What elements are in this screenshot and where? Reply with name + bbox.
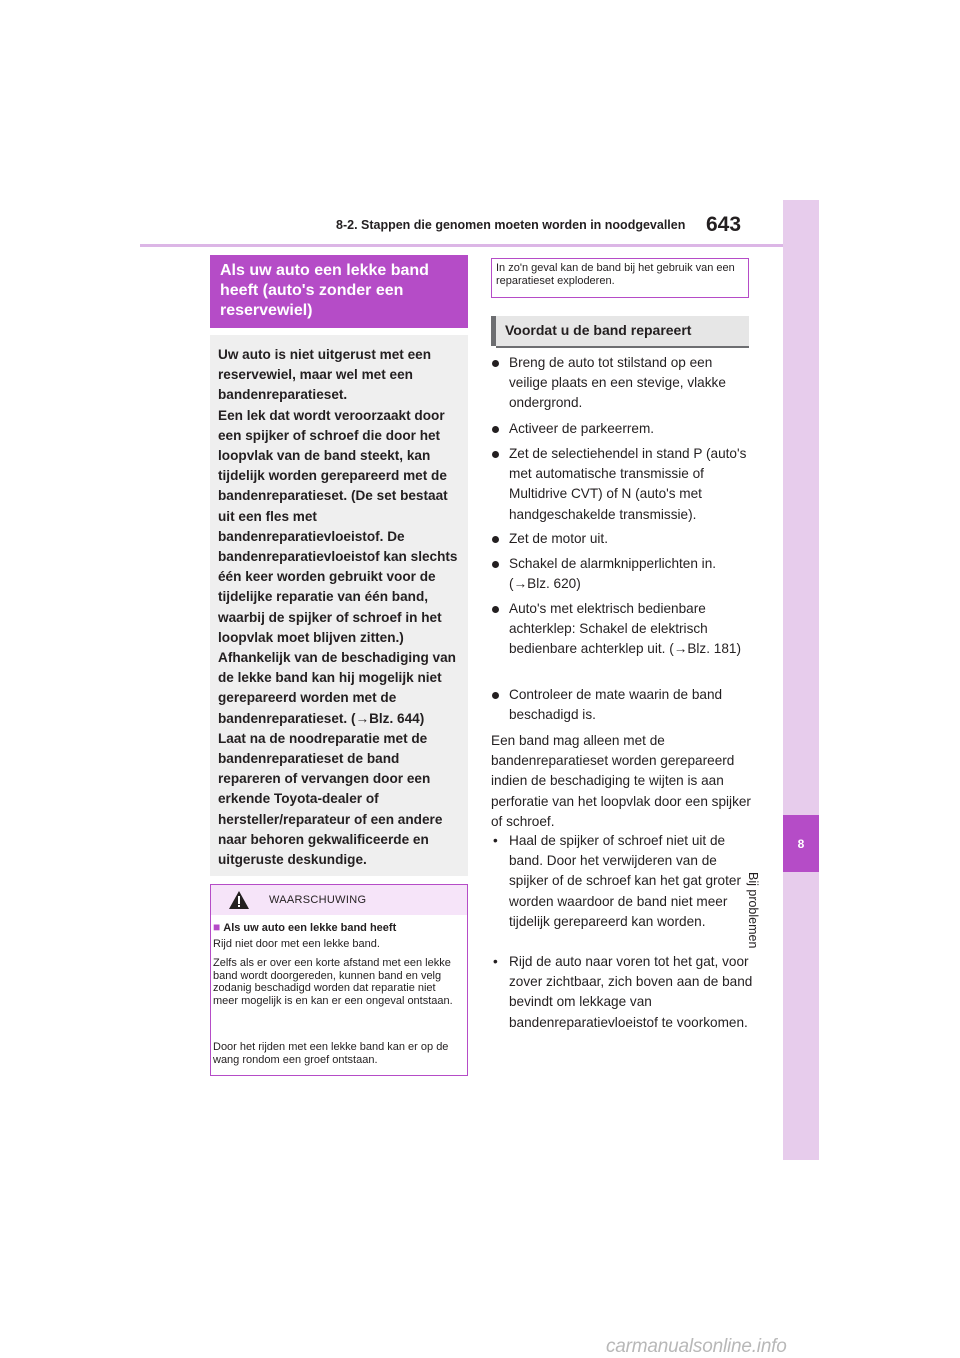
warning-title: WAARSCHUWING xyxy=(269,894,367,906)
chapter-title: Bij problemen xyxy=(746,872,760,949)
section-title-box xyxy=(210,255,468,328)
sub-list-item xyxy=(491,831,753,932)
list-item xyxy=(491,529,753,549)
bullet-icon xyxy=(492,360,499,367)
warning-paragraph: Zelfs als er over een korte afstand met een lekke band wordt doorgereden, kunnen band en velg zodanig beschadigd worden dat reparatie niet meer mogelijk is en kan er een ongeval ontstaan. xyxy=(213,957,453,1007)
caution-box xyxy=(491,258,749,298)
intro-text: Uw auto is niet uitgerust met een reservewiel, maar wel met een bandenreparatieset. Een lek dat wordt veroorzaakt door een spijker of schroef die door het loopvlak van de band steekt, kan tijdelijk worden gerepareerd met de bandenreparatieset. (De set bestaat uit een fles met bandenreparatievloeistof. De bandenreparatievloeistof kan slechts één keer worden gebruikt voor de tijdelijke reparatie van één band, waarbij de spijker of schroef in het loopvlak moet blijven zitten.) Afhankelijk van de beschadiging van de lekke band kan hij mogelijk niet gerepareerd worden met de bandenreparatieset. (→Blz. 644) Laat na de noodreparatie met de bandenreparatieset de band repareren of vervangen door een erkende Toyota-dealer of hersteller/reparateur of een andere naar behoren gekwalificeerde en uitgeruste deskundige. xyxy=(218,347,458,868)
header-rule xyxy=(140,244,783,247)
list-item xyxy=(491,353,753,414)
sub-list-item-text: Rijd de auto naar voren tot het gat, voor zover zichtbaar, zich boven aan de band bevindt om lekkage van bandenreparatievloeistof te voorkomen. xyxy=(509,954,753,1030)
chapter-title-tab[interactable] xyxy=(746,872,819,982)
warning-header xyxy=(211,885,467,915)
warning-paragraph: Door het rijden met een lekke band kan er op de wang rondom een groef ontstaan. xyxy=(213,1041,449,1066)
bullet-icon xyxy=(492,451,499,458)
list-item-text: Breng de auto tot stilstand op een veilige plaats en een stevige, vlakke ondergrond. xyxy=(509,355,726,411)
warning-box xyxy=(210,884,468,1076)
sub-list-item xyxy=(491,952,753,1033)
list-item xyxy=(491,685,753,725)
chapter-side-strip xyxy=(783,200,819,1160)
bullet-icon xyxy=(492,692,499,699)
section-header: 8-2. Stappen die genomen moeten worden in noodgevallen xyxy=(336,218,686,232)
list-item xyxy=(491,599,753,660)
watermark: carmanualsonline.info xyxy=(606,1336,787,1357)
warning-heading xyxy=(213,920,396,934)
warning-triangle-icon xyxy=(228,890,250,910)
list-item xyxy=(491,419,753,439)
bullet-icon xyxy=(492,606,499,613)
list-item xyxy=(491,554,753,594)
list-item-text: Controleer de mate waarin de band beschadigd is. xyxy=(509,687,723,723)
list-item-text: Zet de motor uit. xyxy=(509,531,608,546)
subheader-rule xyxy=(496,346,749,348)
subheader xyxy=(491,316,749,346)
sub-list-item-text: Haal de spijker of schroef niet uit de band. Door het verwijderen van de spijker of de schroef kan het gat groter worden waardoor de band niet meer tijdelijk gerepareerd kan worden. xyxy=(509,833,741,929)
dot-bullet-icon: • xyxy=(493,833,498,848)
body-paragraph: Een band mag alleen met de bandenreparatieset worden gerepareerd indien de beschadiging te wijten is aan perforatie van het loopvlak door een spijker of schroef. xyxy=(491,733,751,829)
list-item xyxy=(491,444,753,525)
section-title: Als uw auto een lekke band heeft (auto's zonder een reservewiel) xyxy=(220,262,429,319)
dot-bullet-icon: • xyxy=(493,954,498,969)
bullet-icon xyxy=(492,561,499,568)
bullet-icon xyxy=(492,536,499,543)
bullet-icon xyxy=(492,426,499,433)
warning-heading-text: Als uw auto een lekke band heeft xyxy=(223,922,397,934)
intro-box xyxy=(210,335,468,876)
list-item-text: Schakel de alarmknipperlichten in. (→Blz. 620) xyxy=(509,556,717,592)
square-bullet-icon: ■ xyxy=(213,920,221,934)
caution-text: In zo'n geval kan de band bij het gebruik van een reparatieset exploderen. xyxy=(496,262,735,287)
list-item-text: Activeer de parkeerrem. xyxy=(509,421,655,436)
subheader-label: Voordat u de band repareert xyxy=(505,322,692,338)
warning-paragraph: Rijd niet door met een lekke band. xyxy=(213,938,380,950)
list-item-text: Auto's met elektrisch bedienbare achterklep: Schakel de elektrisch bedienbare achterklep uit. (→Blz. 181) xyxy=(509,601,741,657)
page-number: 643 xyxy=(706,213,742,236)
chapter-number-tab[interactable]: 8 xyxy=(783,815,819,872)
list-item-text: Zet de selectiehendel in stand P (auto's met automatische transmissie of Multidrive CVT) of N (auto's met handgeschakelde transmissie). xyxy=(509,446,747,522)
